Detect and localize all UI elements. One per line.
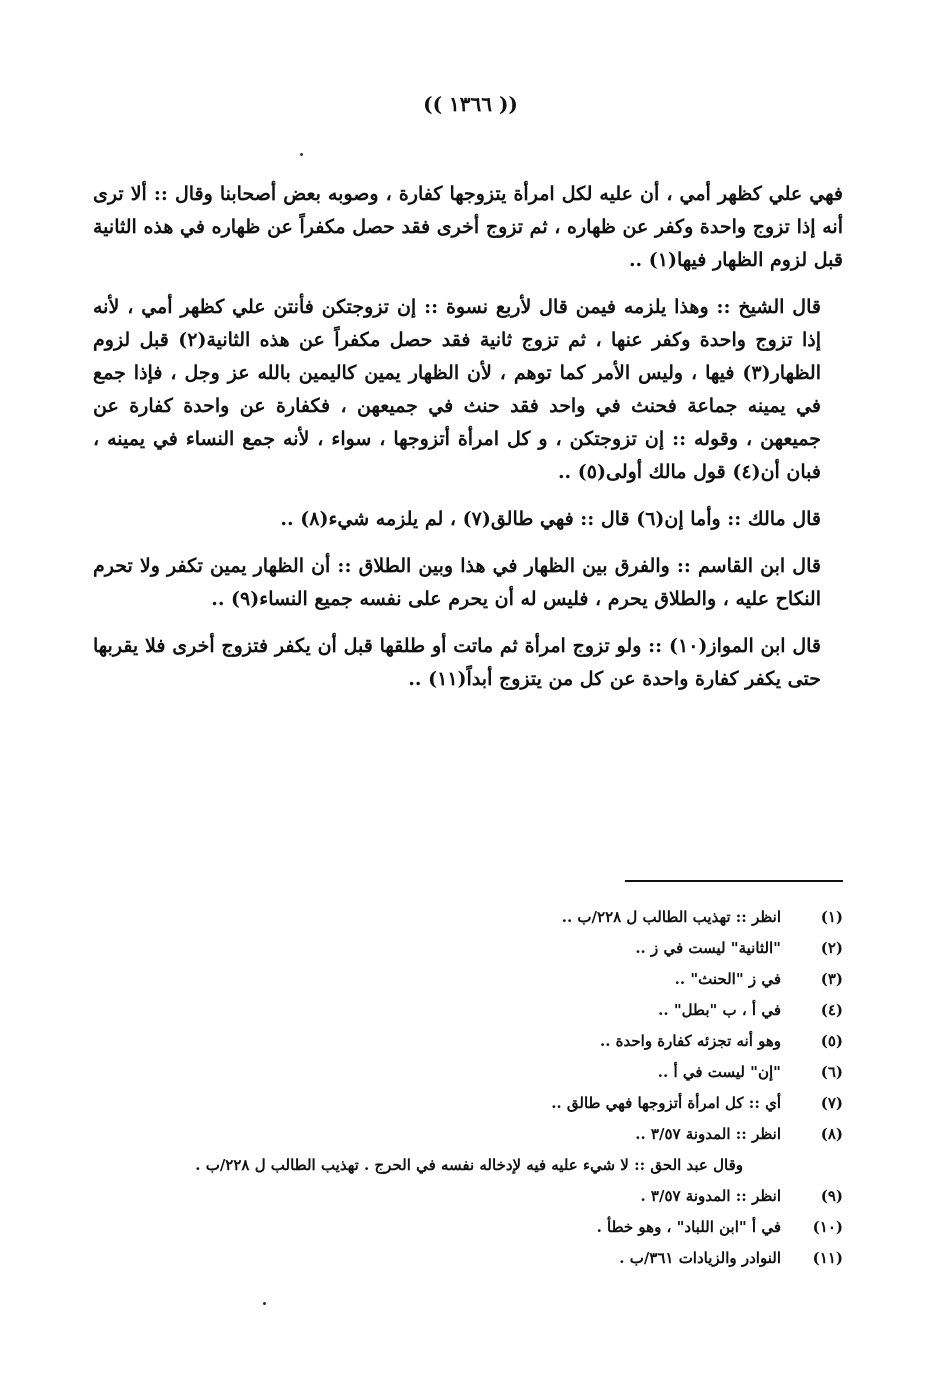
paragraph: قال الشيخ :: وهذا يلزمه فيمن قال لأربع نسوة :: إن تزوجتكن فأنتن علي كظهر أمي ، لأنه إذا تزوج واحدة وكفر عنها ، ثم تزوج ثانية فقد حصل مكفراً عن هذه الثانية(٢) قبل لزوم الظهار(٣) فيها ، وليس الأمر كما توهم ، لأن الظهار يمين كاليمين بالله عز وجل ، فإذا جمع في يمينه جماعة فحنث في واحد فقد حنث في جميعهن ، فكفارة عن واحدة كفارة عن جميعهن ، وقوله :: إن تزوجتكن ، و كل امرأة أتزوجها ، سواء ، لأنه جمع النساء في يمينه ، فبان أن(٤) قول مالك أولى(٥) ..	[93, 296, 821, 483]
footnote-divider	[625, 880, 843, 882]
footnote-number: (١١)	[812, 1249, 843, 1267]
footnote-text: في أ "ابن اللباد" ، وهو خطأ .	[596, 1218, 781, 1236]
footnote-text: انظر :: المدونة ٣/٥٧ ..	[635, 1125, 781, 1143]
footnote-number: (٢)	[820, 939, 843, 957]
footnote-number: (٨)	[820, 1125, 843, 1143]
paragraph: قال ابن المواز(١٠) :: ولو تزوج امرأة ثم ماتت أو طلقها قبل أن يكفر فتزوج أخرى فلا يقربها حتى يكفر كفارة واحدة عن كل من يتزوج أبداً(١١) ..	[93, 635, 822, 690]
scan-speck	[300, 153, 303, 156]
paragraph: قال ابن القاسم :: والفرق بين الظهار في هذا وبين الطلاق :: أن الظهار يمين تكفر ولا تحرم النكاح عليه ، والطلاق يحرم ، فليس له أن يحرم على نفسه جميع النساء(٩) ..	[93, 555, 821, 610]
paragraph: قال مالك :: وأما إن(٦) قال :: فهي طالق(٧) ، لم يلزمه شيء(٨) ..	[280, 508, 821, 530]
footnote-text: في أ ، ب "بطل" ..	[658, 1001, 781, 1019]
footnote	[123, 1212, 843, 1243]
footnote	[123, 933, 843, 964]
footnote-text: أي :: كل امرأة أتزوجها فهي طالق ..	[551, 1094, 781, 1112]
footnote-continuation	[123, 1150, 843, 1181]
footnote-text: انظر :: المدونة ٣/٥٧ .	[640, 1187, 781, 1205]
footnote	[123, 1243, 843, 1274]
footnote-text: النوادر والزيادات ٣٦١/ب .	[619, 1249, 781, 1267]
footnote-text: وقال عبد الحق :: لا شيء عليه فيه لإدخاله نفسه في الحرج . تهذيب الطالب ل ٢٢٨/ب .	[195, 1156, 743, 1174]
footnote-number: (٦)	[820, 1063, 843, 1081]
footnote	[123, 995, 843, 1026]
footnote	[123, 1026, 843, 1057]
footnote	[123, 1119, 843, 1150]
footnote	[123, 902, 843, 933]
footnote-number: (٩)	[820, 1187, 843, 1205]
footnote-number: (٧)	[820, 1094, 843, 1112]
footnote-text: في ز "الحنث" ..	[674, 970, 781, 988]
footnote	[123, 1057, 843, 1088]
footnote-number: (١٠)	[812, 1218, 843, 1236]
footnote-number: (١)	[820, 908, 843, 926]
footnote	[123, 1088, 843, 1119]
footnote-text: وهو أنه تجزئه كفارة واحدة ..	[599, 1032, 781, 1050]
footnote-text: "إن" ليست في أ ..	[657, 1063, 781, 1081]
footnote-number: (٣)	[820, 970, 843, 988]
footnote-text: "الثانية" ليست في ز ..	[635, 939, 781, 957]
footnotes	[123, 902, 843, 1274]
footnote-number: (٤)	[820, 1001, 843, 1019]
paragraph: فهي علي كظهر أمي ، أن عليه لكل امرأة يتزوجها كفارة ، وصوبه بعض أصحابنا وقال :: ألا ترى أنه إذا تزوج واحدة وكفر عن ظهاره ، ثم تزوج أخرى فقد حصل مكفراً عن ظهاره في هذه الثانية قبل لزوم الظهار فيها(١) ..	[93, 183, 843, 271]
page-number: (( ١٣٦٦ ))	[423, 92, 518, 116]
footnote-text: انظر :: تهذيب الطالب ل ٢٢٨/ب ..	[561, 908, 781, 926]
footnote-number: (٥)	[820, 1032, 843, 1050]
footnote	[123, 964, 843, 995]
scan-speck	[263, 1302, 266, 1305]
footnote	[123, 1181, 843, 1212]
main-text	[93, 178, 843, 710]
